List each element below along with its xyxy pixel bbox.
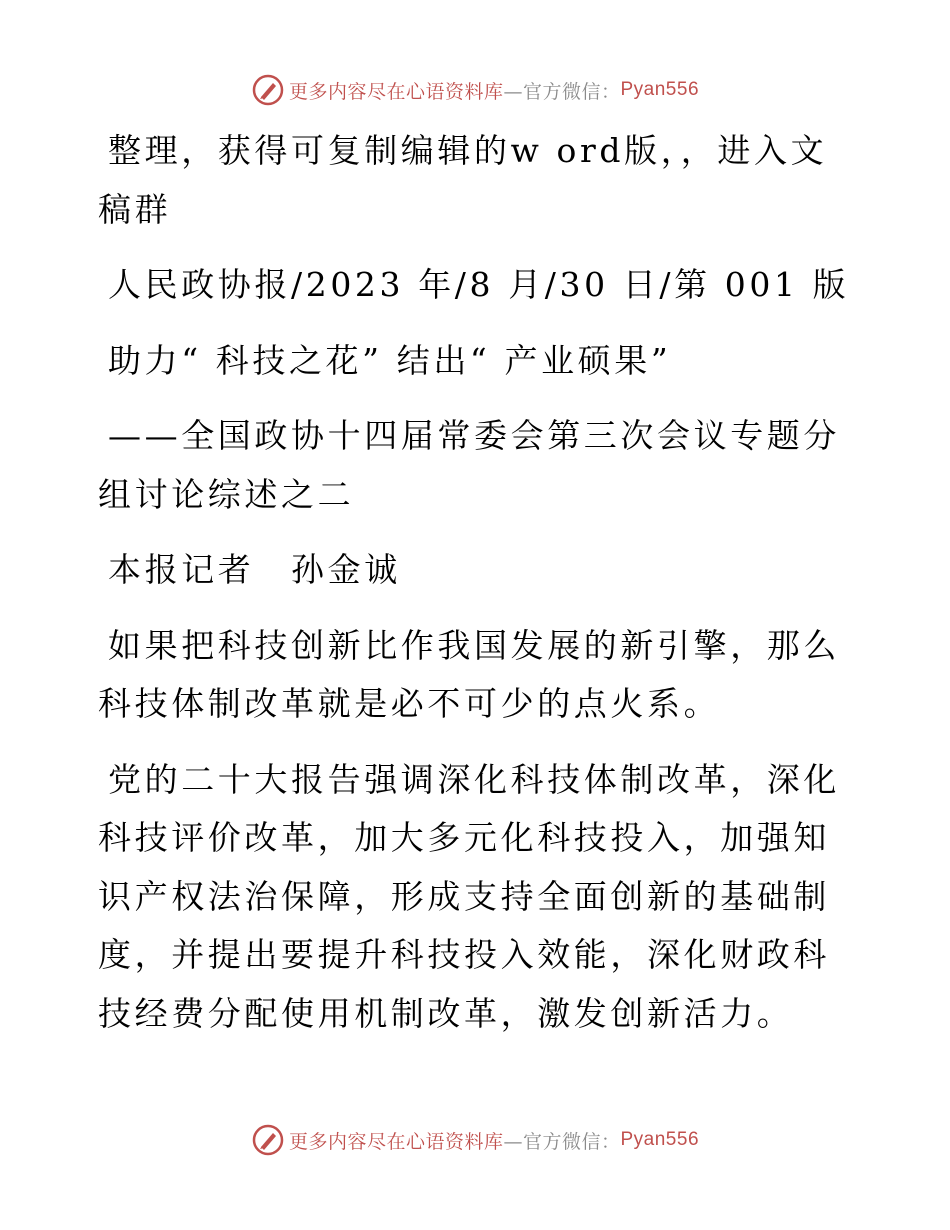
footer-watermark bbox=[0, 1120, 950, 1160]
paragraph-intro: 整理，获得可复制编辑的w ord版，，进入文稿群 bbox=[98, 131, 828, 229]
watermark-wechat-id: Pyan556 bbox=[620, 79, 700, 100]
paragraph-source: 人民政协报/2023 年/8 月/30 日/第 001 版 bbox=[108, 265, 850, 304]
document-body bbox=[98, 122, 858, 1060]
header-watermark bbox=[0, 70, 950, 110]
paragraph-body-1: 如果把科技创新比作我国发展的新引擎，那么科技体制改革就是必不可少的点火系。 bbox=[98, 625, 840, 723]
pen-logo-icon bbox=[251, 73, 285, 107]
article-title: 助力“ 科技之花” 结出“ 产业硕果” bbox=[108, 340, 672, 380]
watermark-text bbox=[289, 1127, 699, 1154]
watermark-brand: 更多内容尽在心语资料库 bbox=[288, 80, 504, 103]
watermark-text bbox=[289, 77, 699, 104]
watermark-wechat-id: Pyan556 bbox=[620, 1129, 700, 1150]
article-subtitle: ——全国政协十四届常委会第三次会议专题分组讨论综述之二 bbox=[98, 416, 840, 514]
paragraph-body-2: 党的二十大报告强调深化科技体制改革，深化科技评价改革，加大多元化科技投入，加强知识产权法治保障，形成支持全面创新的基础制度，并提出要提升科技投入效能，深化财政科技经费分配使用机制改革，激发创新活力。 bbox=[98, 759, 840, 1033]
watermark-label: —官方微信： bbox=[503, 80, 621, 103]
watermark-label: —官方微信： bbox=[503, 1130, 621, 1153]
article-byline: 本报记者 孙金诚 bbox=[108, 550, 401, 589]
watermark-brand: 更多内容尽在心语资料库 bbox=[288, 1130, 504, 1153]
pen-logo-icon bbox=[251, 1123, 285, 1157]
